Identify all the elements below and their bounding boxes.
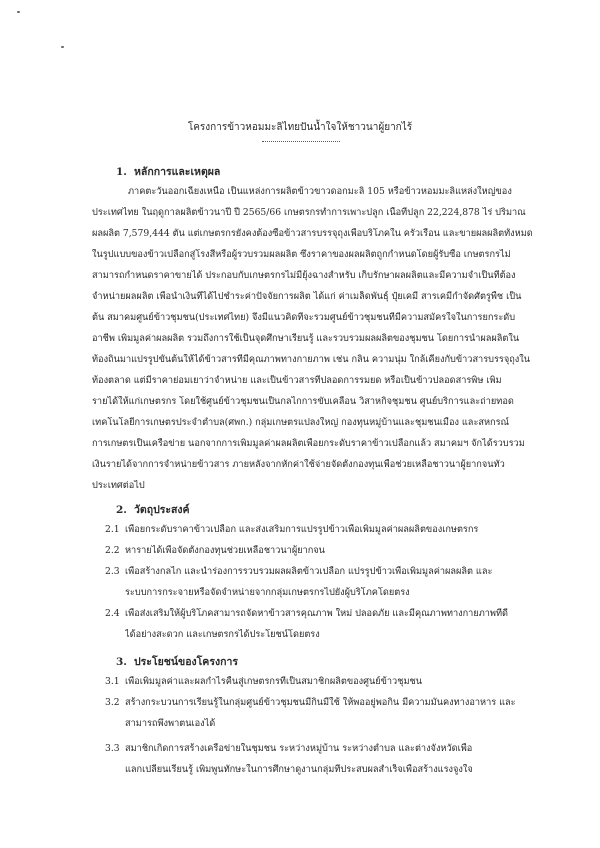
list-item-text: ได้อย่างสะดวก และเกษตรกรได้ประโยชน์โดยตรง <box>125 629 320 640</box>
paragraph-line: ในรูปแบบของข้าวเปลือกสู่โรงสีหรือผู้รวบรวมผลผลิต ซึ่งราคาของผลผลิตถูกกำหนดโดยผู้รับซื้อ เกษตรกรไม่ <box>92 249 511 260</box>
list-item-text: แลกเปลี่ยนเรียนรู้ เพิ่มพูนทักษะในการศึกษาดูงานกลุ่มที่ประสบผลสำเร็จเพื่อสร้างแรงจูงใจ <box>125 764 473 775</box>
list-item-text: เพื่อเพิ่มมูลค่าและผลกำไรคืนสู่เกษตรกรที่เป็นสมาชิกผลิตของศูนย์ข้าวชุมชน <box>125 676 423 687</box>
paragraph-line: ภาคตะวันออกเฉียงเหนือ เป็นแหล่งการผลิตข้าวขาวดอกมะลิ 105 หรือข้าวหอมมะลิแหล่งใหญ่ของ <box>128 186 512 197</box>
list-item-text: เพื่อส่งเสริมให้ผู้บริโภคสามารถจัดหาข้าวสารคุณภาพ ใหม่ ปลอดภัย และมีคุณภาพทางกายภาพที่ดี <box>125 608 508 619</box>
section-heading-2 <box>116 503 190 517</box>
list-item-number: 3.3 <box>105 743 120 754</box>
paragraph-line: อาชีพ เพิ่มมูลค่าผลผลิต รวมถึงการใช้เป็นจุดศึกษาเรียนรู้ และรวบรวมผลผลิตของชุมชน โดยการนำผลผลิตใน <box>92 333 520 344</box>
section-title: วัตถุประสงค์ <box>134 504 190 516</box>
paragraph-line: ท้องตลาด แต่มีราคาย่อมเยาว่าจำหน่าย และเป็นข้าวสารที่ปลอดการรมยด หรือเป็นข้าวปลอดสารพิษ เพิ่ม <box>92 375 502 386</box>
section-heading-1 <box>116 165 220 179</box>
paragraph-line: เทคโนโลยีการเกษตรประจำตำบล(ศพก.) กลุ่มเกษตรแปลงใหญ่ กองทุนหมู่บ้านและชุมชนเมือง และสหกรณ์ <box>92 417 510 428</box>
list-item-text: เพื่อยกระดับราคาข้าวเปลือก และส่งเสริมการแปรรูปข้าวเพื่อเพิ่มมูลค่าผลผลิตของเกษตรกร <box>125 524 479 535</box>
paragraph-line: รายได้ให้แก่เกษตรกร โดยใช้ศูนย์ข้าวชุมชนเป็นกลไกการขับเคลื่อน วิสาหกิจชุมชน ศูนย์บริการและถ่ายทอด <box>92 396 514 407</box>
document-title: โครงการข้าวหอมมะลิไทยปันน้ำใจให้ชาวนาผู้ยากไร้ <box>187 122 413 133</box>
paragraph-line: ท้องถิ่นมาแปรรูปขั้นต้นให้ได้ข้าวสารที่มีคุณภาพทางกายภาพ เช่น กลิ่น ความนุ่ม ใกล้เคียงกับข้าวสารบรรจุถุงใน <box>92 354 531 365</box>
paragraph-line: เงินรายได้จากการจำหน่ายข้าวสาร ภายหลังจากหักค่าใช้จ่ายจัดตั้งกองทุนเพื่อช่วยเหลือชาวนาผู้ยากจนทั่ว <box>92 459 505 470</box>
list-item-number: 3.1 <box>105 676 120 687</box>
paragraph-line: การเกษตรเป็นเครือข่าย นอกจากการเพิ่มมูลค่าผลผลิตเพื่อยกระดับราคาข้าวเปลือกแล้ว สมาคมฯ จักได้รวบรวม <box>92 438 525 449</box>
section-number: 3. <box>116 656 127 668</box>
section-number: 1. <box>116 166 127 178</box>
list-item-text: ระบบการกระจายหรือจัดจำหน่ายจากกลุ่มเกษตรกรไปยังผู้บริโภคโดยตรง <box>125 587 410 598</box>
list-item-text: สามารถพึ่งพาตนเองได้ <box>125 718 216 729</box>
paragraph-line: ประเทศไทย ในฤดูกาลผลิตข้าวนาปี ปี 2565/66 เกษตรกรทำการเพาะปลูก เนื้อที่ปลูก 22,224,878 ไร่ ปริมาณ <box>92 207 526 218</box>
list-item-number: 2.2 <box>105 545 120 556</box>
paragraph-line: จำหน่ายผลผลิต เพื่อนำเงินที่ได้ไปชำระค่าปัจจัยการผลิต ได้แก่ ค่าเมล็ดพันธุ์ ปุ๋ยเคมี สารเคมีกำจัดศัตรูพืช เป็น <box>92 291 522 302</box>
list-item-text: สร้างกระบวนการเรียนรู้ในกลุ่มศูนย์ข้าวชุมชนมีกินมีใช้ ให้พออยู่พอกิน มีความมั่นคงทางอาหาร และ <box>125 697 516 708</box>
paragraph-line: สามารถกำหนดราคาขายได้ ประกอบกับเกษตรกรไม่มียุ้งฉางสำหรับ เก็บรักษาผลผลิตและมีความจำเป็นที่ต้อง <box>92 270 516 281</box>
list-item-text: หารายได้เพื่อจัดตั้งกองทุนช่วยเหลือชาวนาผู้ยากจน <box>125 545 325 556</box>
title-dotted-underline <box>262 141 340 142</box>
paragraph-line: ประเทศต่อไป <box>92 480 145 491</box>
scan-speck <box>17 11 20 13</box>
list-item-number: 2.1 <box>105 524 120 535</box>
section-title: หลักการและเหตุผล <box>134 166 221 178</box>
list-item-text: สมาชิกเกิดการสร้างเครือข่ายในชุมชน ระหว่างหมู่บ้าน ระหว่างตำบล และต่างจังหวัดเพื่อ <box>125 743 473 754</box>
scan-speck <box>61 46 64 48</box>
list-item-number: 3.2 <box>105 697 120 708</box>
paragraph-line: ผลผลิต 7,579,444 ตัน แต่เกษตรกรยังคงต้องซื้อข้าวสารบรรจุถุงเพื่อบริโภคใน ครัวเรือน และขายผลผลิตทั้งหมด <box>92 228 533 239</box>
paragraph-line: ต้น สมาคมศูนย์ข้าวชุมชน(ประเทศไทย) จึงมีแนวคิดที่จะรวมศูนย์ข้าวชุมชนที่มีความสมัครใจในการยกระดับ <box>92 312 516 323</box>
list-item-number: 2.3 <box>105 566 120 577</box>
section-heading-3 <box>116 655 238 669</box>
section-number: 2. <box>116 504 127 516</box>
list-item-text: เพื่อสร้างกลไก และนำร่องการรวบรวมผลผลิตข้าวเปลือก แปรรูปข้าวเพื่อเพิ่มมูลค่าผลผลิต และ <box>125 566 493 577</box>
section-title: ประโยชน์ของโครงการ <box>134 656 238 668</box>
list-item-number: 2.4 <box>105 608 120 619</box>
